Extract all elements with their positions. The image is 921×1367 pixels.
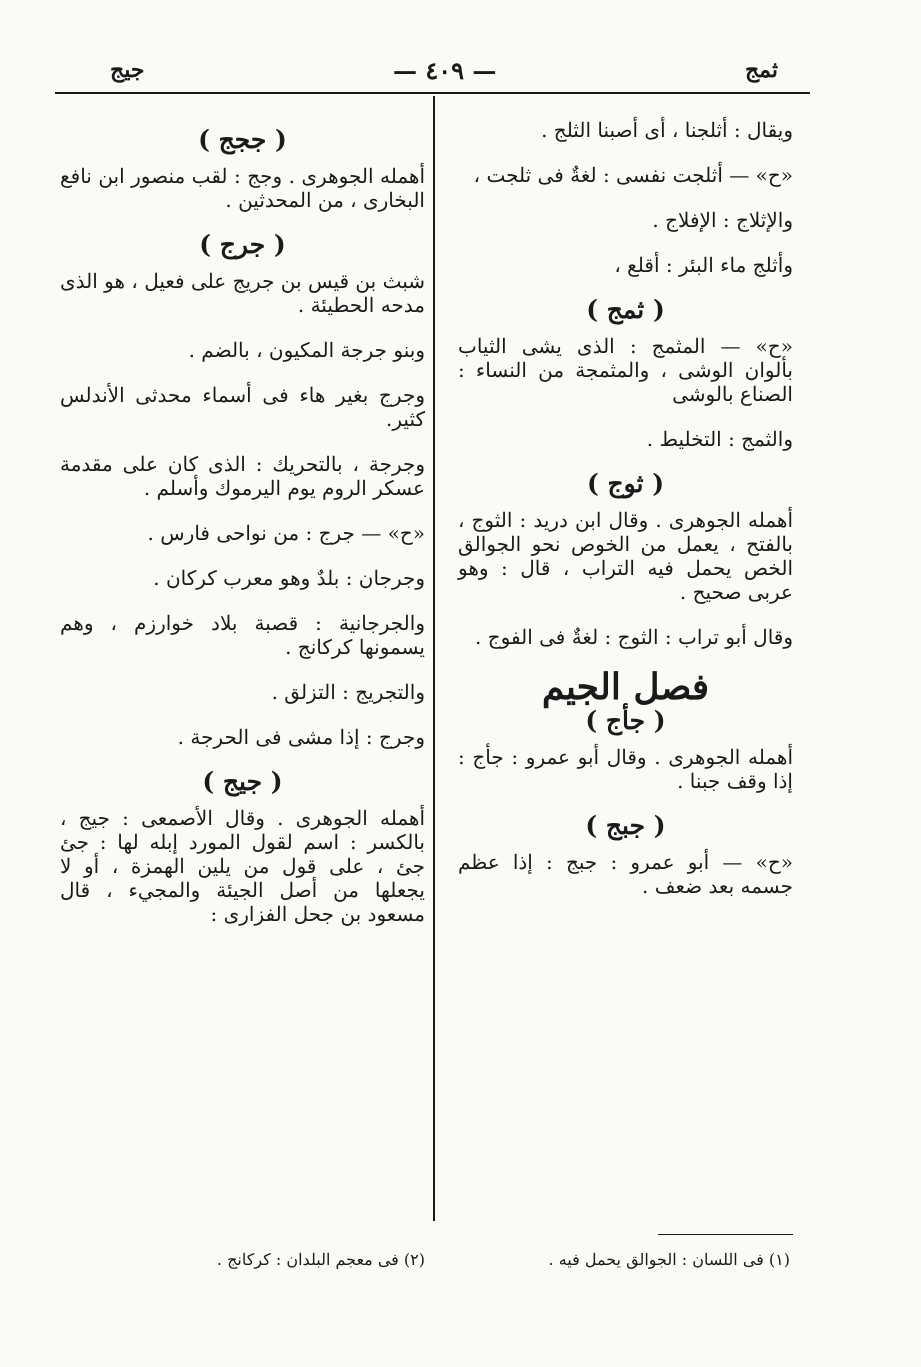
entry-paragraph: وقال أبو تراب : الثوج : لغةٌ فى الفوج .	[475, 625, 793, 649]
entry-paragraph: أهمله الجوهرى . وقال ابن دريد : الثوج ، بالفتح ، يعمل من الخوص نحو الجوالق الخص يحمل فيه التراب ، قال : وهو عربى صحيح .	[458, 508, 793, 604]
section-title: فصل الجيم	[541, 666, 710, 708]
entry-paragraph: وجرجان : بلدٌ وهو معرب كركان .	[153, 566, 425, 590]
entry-paragraph: «ح» — أبو عمرو : جبج : إذا عظم جسمه بعد ضعف .	[458, 850, 793, 898]
entry-paragraph: وبنو جرجة المكيون ، بالضم .	[188, 338, 425, 362]
page-header	[55, 50, 810, 90]
entry-paragraph: والجرجانية : قصبة بلاد خوارزم ، وهم يسمونها كركانج .	[60, 611, 425, 659]
left-column	[60, 118, 425, 947]
entry-paragraph: ويقال : أثلجنا ، أى أصبنا الثلج .	[541, 118, 793, 142]
footnote-rule	[658, 1234, 793, 1235]
entry-paragraph: «ح» — المثمج : الذى يشى الثياب بألوان الوشى ، والمثمجة من النساء : الصناع بالوشى	[458, 334, 793, 406]
entry-paragraph: «ح» — جرج : من نواحى فارس .	[147, 521, 425, 545]
right-column	[458, 118, 793, 919]
entry-paragraph: أهمله الجوهرى . وقال الأصمعى : جيج ، بالكسر : اسم لقول المورد إبله لها : جئ جئ ، على قول من يلين الهمزة ، أو لا يجعلها من أصل الجيئة والمجيء ، قال مسعود بن جحل الفزارى :	[60, 806, 425, 926]
entry-paragraph: «ح» — أثلجت نفسى : لغةٌ فى ثلجت ،	[473, 163, 793, 187]
entry-paragraph: والثمج : التخليط .	[646, 427, 793, 451]
entry-paragraph: أهمله الجوهرى . وجج : لقب منصور ابن نافع البخارى ، من المحدثين .	[60, 164, 425, 212]
entry-title: ( ججج )	[198, 125, 287, 154]
page-number: — ٤٠٩ —	[393, 55, 497, 85]
entry-paragraph: وأثلج ماء البئر : أقلع ،	[614, 253, 793, 277]
running-headword-right: ثمج	[744, 57, 778, 83]
entry-paragraph: والتجريج : التزلق .	[271, 680, 425, 704]
entry-title: ( ثمج )	[586, 295, 665, 324]
entry-paragraph: أهمله الجوهرى . وقال أبو عمرو : جأج : إذا وقف جبنا .	[458, 745, 793, 793]
entry-paragraph: وجرج : إذا مشى فى الحرجة .	[177, 725, 425, 749]
entry-title: ( جرج )	[199, 230, 286, 259]
entry-paragraph: وجرج بغير هاء فى أسماء محدثى الأندلس كثير.	[60, 383, 425, 431]
entry-title: ( جأج )	[585, 706, 666, 735]
running-headword-left: جيج	[110, 57, 145, 83]
entry-paragraph: والإثلاج : الإفلاج .	[652, 208, 793, 232]
entry-paragraph: شبث بن قيس بن جريج على فعيل ، هو الذى مدحه الحطيئة .	[60, 269, 425, 317]
footnote-right: (١) فى اللسان : الجوالق يحمل فيه .	[548, 1250, 790, 1269]
footnote-left: (٢) فى معجم البلدان : كركانج .	[216, 1250, 425, 1269]
entry-title: ( جبج )	[585, 811, 666, 840]
header-rule	[55, 92, 810, 94]
entry-title: ( جيج )	[202, 767, 283, 796]
column-divider	[433, 96, 435, 1221]
entry-title: ( ثوج )	[586, 469, 665, 498]
entry-paragraph: وجرجة ، بالتحريك : الذى كان على مقدمة عسكر الروم يوم اليرموك وأسلم .	[60, 452, 425, 500]
